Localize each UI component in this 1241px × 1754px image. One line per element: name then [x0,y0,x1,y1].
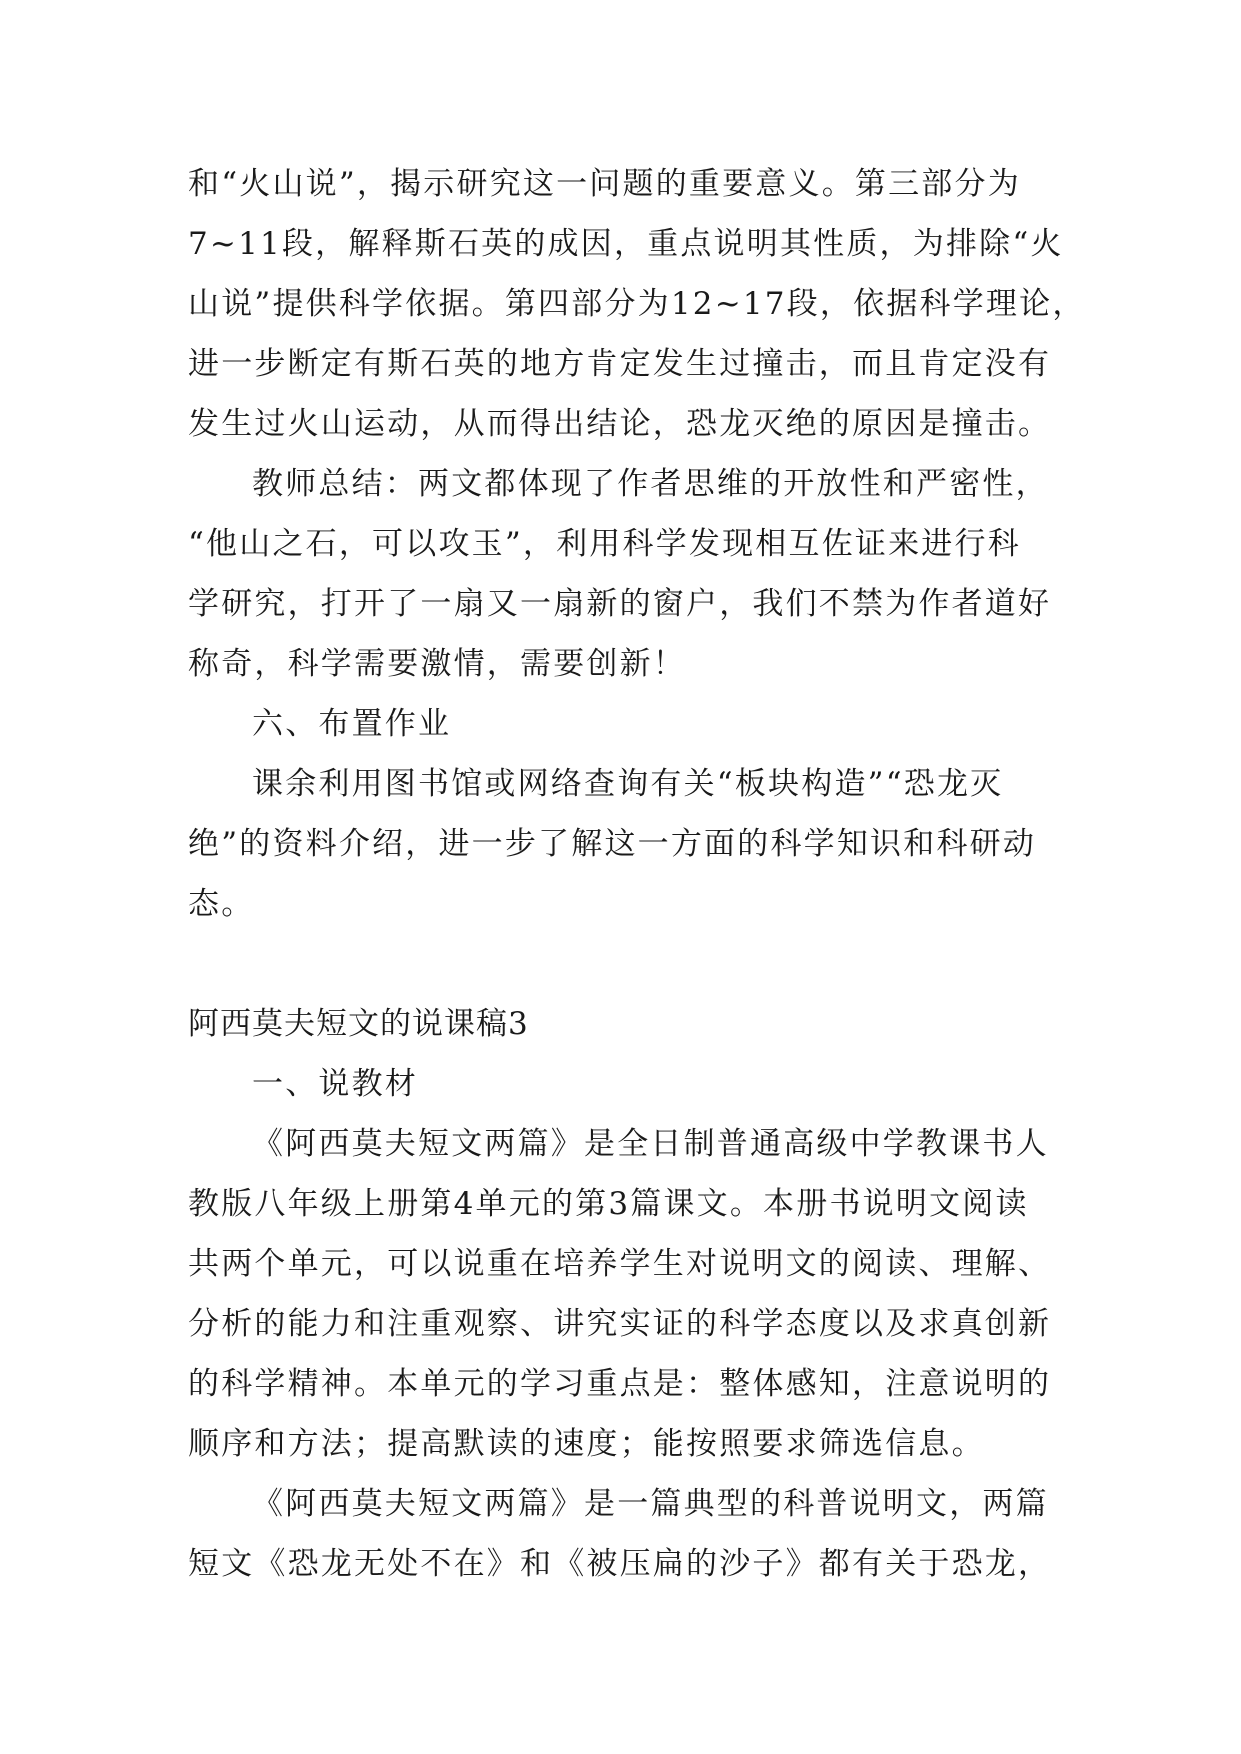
text-line: 教版八年级上册第4单元的第3篇课文。本册书说明文阅读 [188,1186,1029,1222]
text-line: 教师总结：两文都体现了作者思维的开放性和严密性， [252,466,1049,502]
text-line: 课余利用图书馆或网络查询有关“板块构造”“恐龙灭 [252,766,1004,802]
text-line: 顺序和方法；提高默读的速度；能按照要求筛选信息。 [188,1426,985,1462]
text-line: 绝”的资料介绍，进一步了解这一方面的科学知识和科研动 [188,826,1037,862]
document-title: 阿西莫夫短文的说课稿3 [188,1006,529,1042]
document-body [188,154,1086,1594]
text-line: 进一步断定有斯石英的地方肯定发生过撞击，而且肯定没有 [188,346,1052,382]
text-line: “他山之石，可以攻玉”，利用科学发现相互佐证来进行科 [188,526,1021,562]
text-line: 的科学精神。本单元的学习重点是：整体感知，注意说明的 [188,1366,1052,1402]
text-line: 短文《恐龙无处不在》和《被压扁的沙子》都有关于恐龙， [188,1546,1052,1582]
text-line: 分析的能力和注重观察、讲究实证的科学态度以及求真创新 [188,1306,1052,1342]
text-line: 共两个单元，可以说重在培养学生对说明文的阅读、理解、 [188,1246,1052,1282]
text-line: 《阿西莫夫短文两篇》是一篇典型的科普说明文，两篇 [252,1486,1049,1522]
text-line: 学研究，打开了一扇又一扇新的窗户，我们不禁为作者道好 [188,586,1052,622]
paragraph-gap [188,934,1056,994]
text-line: 发生过火山运动，从而得出结论，恐龙灭绝的原因是撞击。 [188,406,1052,442]
text-line: 《阿西莫夫短文两篇》是全日制普通高级中学教课书人 [252,1126,1049,1162]
text-line: 态。 [188,886,255,922]
section-heading: 六、布置作业 [252,706,452,742]
text-line: 山说”提供科学依据。第四部分为12~17段，依据科学理论， [188,286,1086,322]
section-heading: 一、说教材 [252,1066,418,1102]
text-line: 7~11段，解释斯石英的成因，重点说明其性质，为排除“火 [188,226,1064,262]
text-line: 称奇，科学需要激情，需要创新！ [188,646,686,682]
text-line: 和“火山说”，揭示研究这一问题的重要意义。第三部分为 [188,166,1021,202]
